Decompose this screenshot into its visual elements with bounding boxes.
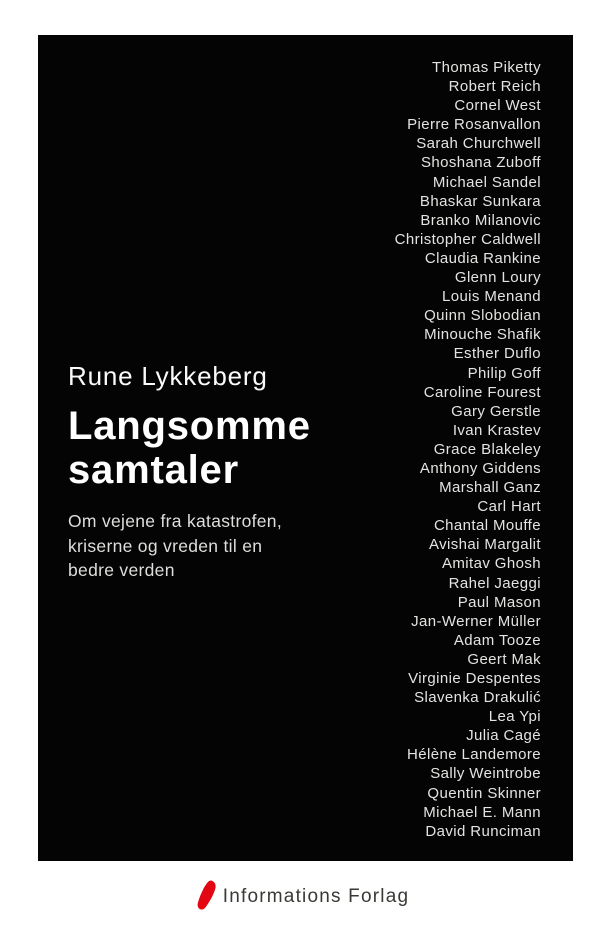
contributor-name: Claudia Rankine [424,249,541,267]
publisher-name: Informations Forlag [222,886,410,907]
cover-black-panel [38,35,573,861]
contributor-name: Amitav Ghosh [441,555,541,573]
contributor-name: Cornel West [454,97,541,115]
author-name: Rune Lykkeberg [68,361,268,391]
contributor-name: Virginie Despentes [408,670,541,687]
contributor-name: Jan-Werner Müller [411,612,541,630]
contributor-name: Esther Duflo [453,345,541,363]
contributor-name: Minouche Shafik [424,326,541,344]
contributor-name: Julia Cagé [466,727,541,745]
contributor-name: Avishai Margalit [428,536,541,554]
contributor-name: Geert Mak [467,650,541,668]
contributor-name: Philip Goff [467,364,541,382]
contributor-name: Thomas Piketty [432,59,541,76]
contributor-name: Hélène Landemore [407,746,541,764]
book-subtitle [68,509,368,583]
contributor-name: Robert Reich [448,78,541,96]
contributor-name: Marshall Ganz [439,479,541,497]
contributor-name: David Runciman [425,822,541,840]
contributor-name: Anthony Giddens [419,459,541,477]
contributor-name: Grace Blakeley [433,440,541,458]
contributor-name: Lea Ypi [488,708,541,726]
contributor-name: Christopher Caldwell [394,230,541,248]
contributor-name: Gary Gerstle [451,402,541,420]
contributor-name: Bhaskar Sunkara [419,192,541,210]
contributor-name: Chantal Mouffe [433,517,541,535]
contributor-name: Quentin Skinner [427,784,541,802]
book-title-line: Langsomme [68,404,311,448]
contributor-name: Rahel Jaeggi [448,574,541,592]
contributor-name: Shoshana Zuboff [421,154,541,172]
contributor-name: Paul Mason [457,593,541,611]
book-title-line: samtaler [68,448,239,492]
contributor-name: Louis Menand [441,288,541,306]
publisher-logo-row [0,861,606,933]
book-title [68,404,368,492]
contributor-name: Branko Milanovic [420,211,541,229]
contributor-name: Caroline Fourest [423,383,541,401]
book-subtitle-line: kriserne og vreden til en [68,535,263,556]
contributor-name: Slavenka Drakulić [414,689,541,707]
contributor-name: Carl Hart [477,498,541,516]
contributor-name: Quinn Slobodian [424,307,541,325]
book-subtitle-line: bedre verden [68,560,175,580]
contributor-name: Sarah Churchwell [416,135,541,153]
title-block [68,361,368,583]
contributor-name: Michael Sandel [432,173,541,191]
contributor-name: Ivan Krastev [452,421,541,439]
contributor-name: Sally Weintrobe [430,765,541,783]
contributor-name: Adam Tooze [453,631,541,649]
contributor-name-list [395,58,541,841]
book-subtitle-line: Om vejene fra katastrofen, [68,511,283,531]
contributor-name: Pierre Rosanvallon [407,116,541,134]
contributor-name: Glenn Loury [454,269,541,287]
contributor-name: Michael E. Mann [423,803,541,821]
red-comma-mark-icon [197,880,216,910]
